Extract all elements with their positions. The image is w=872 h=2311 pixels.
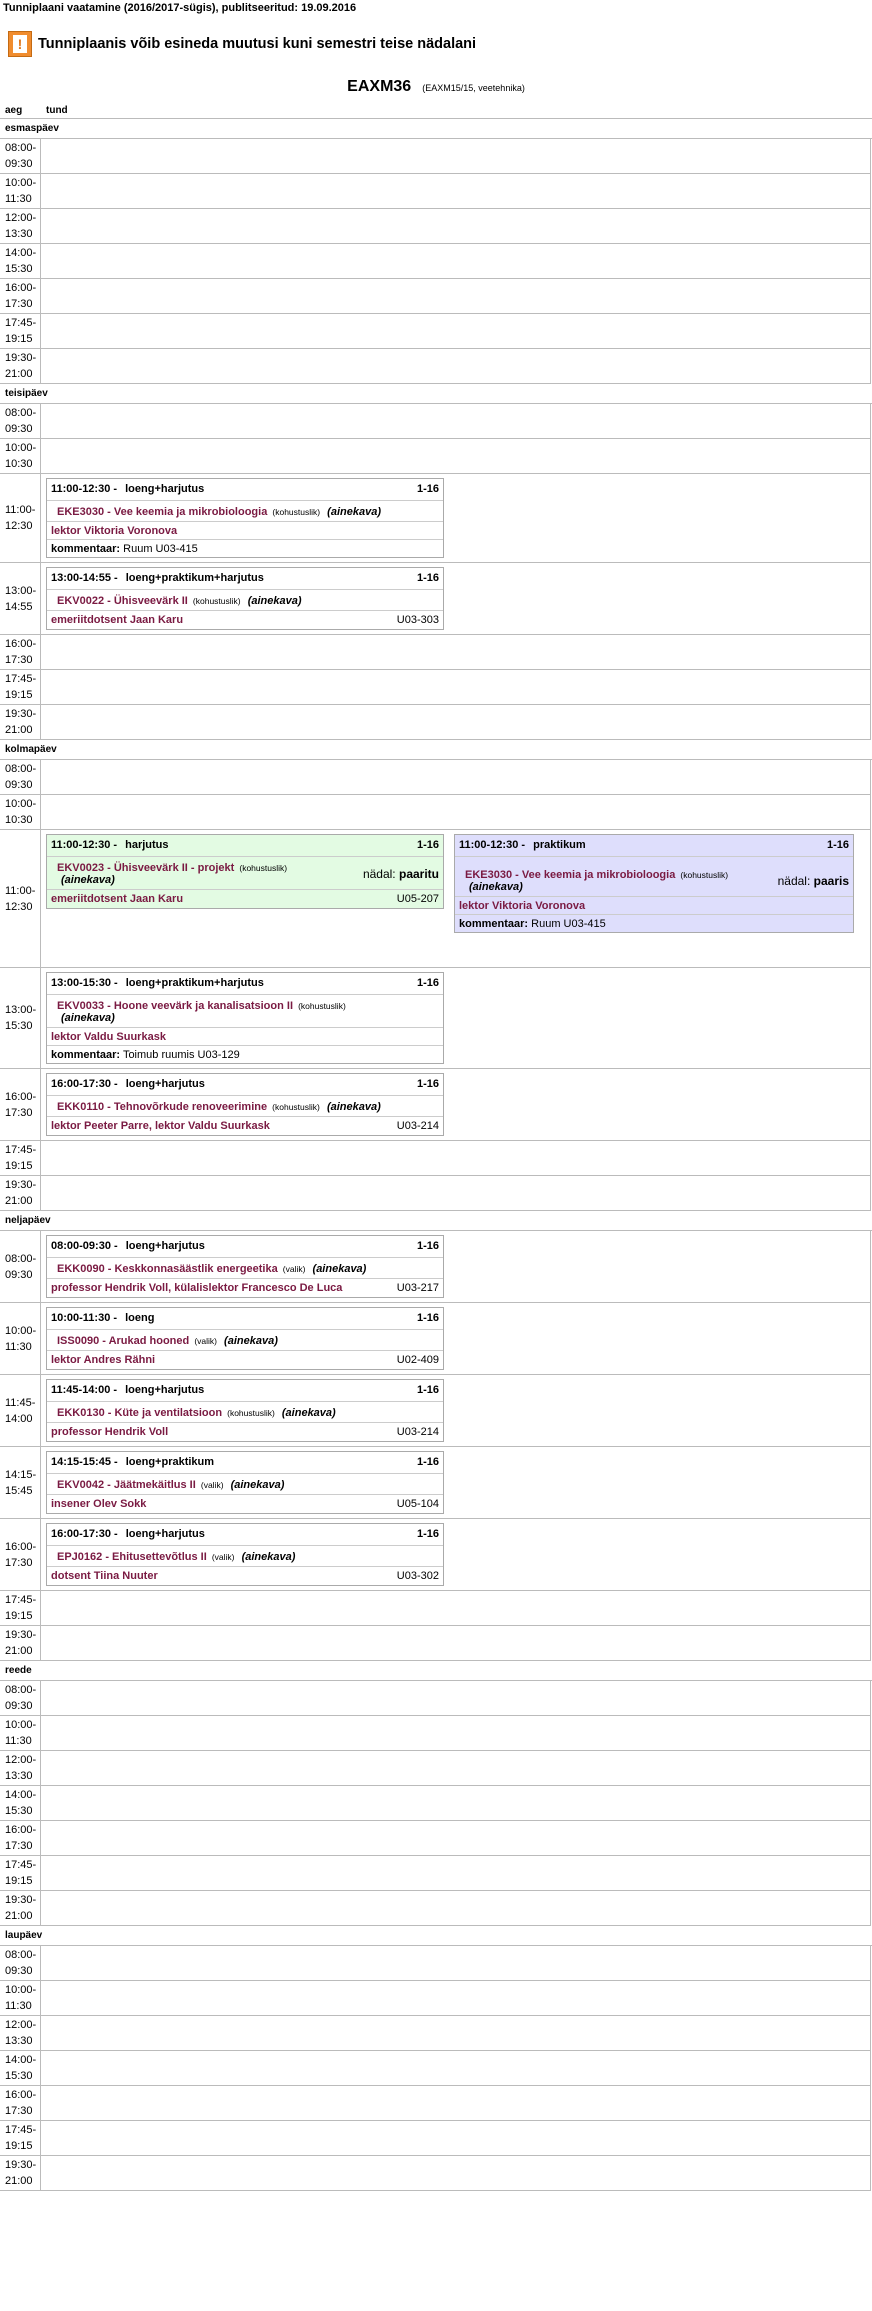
lesson-card	[454, 834, 854, 933]
lesson-card	[46, 1073, 444, 1136]
slot-cell	[41, 635, 871, 669]
lesson-weeks: 1-16	[826, 839, 849, 851]
slot-row	[0, 174, 871, 209]
slot-row	[0, 1751, 871, 1786]
lesson-course: EKK0090 - Keskkonnasäästlik energeetika (valik) (ainekava)	[47, 1258, 443, 1279]
slot-time: 17:45- 19:15	[0, 1591, 41, 1625]
lesson-teacher	[47, 611, 443, 629]
lesson-comment: kommentaar: Ruum U03-415	[459, 918, 606, 930]
slot-row	[0, 1891, 871, 1926]
course-link[interactable]: ISS0090 - Arukad hooned	[57, 1335, 190, 1347]
slot-cell	[41, 968, 871, 1068]
slot-time: 14:15- 15:45	[0, 1447, 41, 1518]
slot-time: 11:45- 14:00	[0, 1375, 41, 1446]
slot-time: 08:00- 09:30	[0, 760, 41, 794]
slot-time: 13:00- 14:55	[0, 563, 41, 634]
slot-time: 10:00- 10:30	[0, 439, 41, 473]
lesson-course: ISS0090 - Arukad hooned (valik) (ainekava)	[47, 1330, 443, 1351]
slot-cell	[41, 1626, 871, 1660]
lesson-course: EKV0023 - Ühisveevärk II - projekt (kohustuslik) (ainekava) nädal: paaritu	[47, 857, 443, 890]
slot-time: 14:00- 15:30	[0, 244, 41, 278]
ainekava-link[interactable]: (ainekava)	[61, 874, 115, 886]
slot-time: 16:00- 17:30	[0, 2086, 41, 2120]
slot-cell	[41, 2121, 871, 2155]
ainekava-link[interactable]: (ainekava)	[312, 1263, 367, 1275]
slot-row	[0, 2121, 871, 2156]
lesson-header: 16:00-17:30 - loeng+harjutus 1-16	[47, 1524, 443, 1546]
lesson-course: EKV0033 - Hoone veevärk ja kanalisatsioon II (kohustuslik) (ainekava)	[47, 995, 443, 1028]
slot-time: 14:00- 15:30	[0, 2051, 41, 2085]
slot-cell	[41, 1303, 871, 1374]
slot-time: 17:45- 19:15	[0, 1856, 41, 1890]
lesson-weeks: 1-16	[416, 839, 439, 851]
slot-row	[0, 1946, 871, 1981]
lesson-header: 11:00-12:30 - loeng+harjutus 1-16	[47, 479, 443, 501]
slot-time: 12:00- 13:30	[0, 2016, 41, 2050]
lesson-header: 10:00-11:30 - loeng 1-16	[47, 1308, 443, 1330]
slot-cell	[41, 279, 871, 313]
lesson-teacher	[47, 1495, 443, 1513]
teacher-link[interactable]: lektor Peeter Parre, lektor Valdu Suurkask	[51, 1120, 270, 1132]
slot-time: 17:45- 19:15	[0, 2121, 41, 2155]
slot-cell	[41, 1375, 871, 1446]
slot-cell	[41, 1981, 871, 2015]
slot-row	[0, 1681, 871, 1716]
lesson-course: EKK0110 - Tehnovõrkude renoveerimine (kohustuslik) (ainekava)	[47, 1096, 443, 1117]
course-link[interactable]: EKE3030 - Vee keemia ja mikrobioloogia	[57, 506, 268, 518]
day-wednesday: kolmapäev	[0, 740, 872, 760]
slot-cell	[41, 1519, 871, 1590]
slot-time: 19:30- 21:00	[0, 705, 41, 739]
slot-cell	[41, 1069, 871, 1140]
slot-row	[0, 139, 871, 174]
slot-row	[0, 279, 871, 314]
slot-row	[0, 2051, 871, 2086]
group-code: EAXM36	[347, 78, 412, 95]
slot-row	[0, 563, 871, 635]
slot-row	[0, 830, 871, 968]
ainekava-link[interactable]: (ainekava)	[326, 1101, 381, 1113]
slot-cell	[41, 670, 871, 704]
slot-time: 10:00- 11:30	[0, 1981, 41, 2015]
room: U03-217	[396, 1282, 439, 1294]
lesson-teacher	[47, 1351, 443, 1369]
slot-cell	[41, 1716, 871, 1750]
slot-time: 08:00- 09:30	[0, 404, 41, 438]
slot-row	[0, 439, 871, 474]
lesson-weeks: 1-16	[416, 977, 439, 989]
slot-time: 11:00- 12:30	[0, 474, 41, 562]
col-lesson: tund	[46, 105, 68, 116]
exclamation-icon: !	[8, 31, 32, 57]
room: U03-214	[396, 1120, 439, 1132]
ainekava-link[interactable]: (ainekava)	[241, 1551, 296, 1563]
lesson-teacher	[47, 1117, 443, 1135]
slot-row	[0, 209, 871, 244]
slot-row	[0, 1856, 871, 1891]
lesson-header: 16:00-17:30 - loeng+harjutus 1-16	[47, 1074, 443, 1096]
slot-row	[0, 1821, 871, 1856]
teacher-link[interactable]: lektor Andres Rähni	[51, 1354, 156, 1366]
slot-row	[0, 314, 871, 349]
slot-time: 19:30- 21:00	[0, 2156, 41, 2190]
room: U05-104	[396, 1498, 439, 1510]
slot-cell	[41, 244, 871, 278]
lesson-weeks: 1-16	[416, 1456, 439, 1468]
slot-row	[0, 1303, 871, 1375]
lesson-card	[46, 972, 444, 1064]
slot-row	[0, 2156, 871, 2191]
lesson-weeks: 1-16	[416, 483, 439, 495]
slot-row	[0, 1141, 871, 1176]
slot-time: 10:00- 10:30	[0, 795, 41, 829]
slot-time: 10:00- 11:30	[0, 174, 41, 208]
lesson-card	[46, 1523, 444, 1586]
slot-cell	[41, 2051, 871, 2085]
slot-cell	[41, 1681, 871, 1715]
ainekava-link[interactable]: (ainekava)	[61, 1012, 115, 1024]
teacher-link[interactable]: professor Hendrik Voll, külalislektor Francesco De Luca	[51, 1282, 343, 1294]
lesson-header: 13:00-15:30 - loeng+praktikum+harjutus 1-16	[47, 973, 443, 995]
slot-cell	[41, 2156, 871, 2190]
course-link[interactable]: EKV0023 - Ühisveevärk II - projekt	[57, 862, 235, 874]
slot-cell	[41, 1447, 871, 1518]
slot-cell	[41, 349, 871, 383]
lesson-teacher	[47, 1423, 443, 1441]
lesson-weeks: 1-16	[416, 572, 439, 584]
lesson-course: EKK0130 - Küte ja ventilatsioon (kohustuslik) (ainekava)	[47, 1402, 443, 1423]
lesson-course: EKE3030 - Vee keemia ja mikrobioloogia (kohustuslik) (ainekava) nädal: paaris	[455, 857, 853, 897]
slot-row	[0, 244, 871, 279]
lesson-header: 11:00-12:30 - praktikum 1-16	[455, 835, 853, 857]
lesson-course: EKV0022 - Ühisveevärk II (kohustuslik) (ainekava)	[47, 590, 443, 611]
slot-time: 11:00- 12:30	[0, 830, 41, 967]
slot-cell	[41, 760, 871, 794]
slot-cell	[41, 404, 871, 438]
teacher-link[interactable]: emeriitdotsent Jaan Karu	[51, 893, 184, 905]
lesson-teacher	[47, 890, 443, 908]
day-friday: reede	[0, 1661, 872, 1681]
slot-time: 12:00- 13:30	[0, 1751, 41, 1785]
room: U03-302	[396, 1570, 439, 1582]
slot-time: 17:45- 19:15	[0, 314, 41, 348]
slot-row	[0, 795, 871, 830]
slot-time: 19:30- 21:00	[0, 1626, 41, 1660]
slot-row	[0, 968, 871, 1069]
slot-time: 08:00- 09:30	[0, 1681, 41, 1715]
col-time: aeg	[5, 105, 23, 116]
slot-row	[0, 2016, 871, 2051]
teacher-link[interactable]: dotsent Tiina Nuuter	[51, 1570, 158, 1582]
lesson-weeks: 1-16	[416, 1384, 439, 1396]
lesson-teacher	[47, 1279, 443, 1297]
slot-time: 16:00- 17:30	[0, 635, 41, 669]
lesson-weeks: 1-16	[416, 1078, 439, 1090]
ainekava-link[interactable]: (ainekava)	[281, 1407, 336, 1419]
slot-row	[0, 670, 871, 705]
course-link[interactable]: EPJ0162 - Ehitusettevõtlus II	[57, 1551, 207, 1563]
slot-row	[0, 1231, 871, 1303]
teacher-link[interactable]: emeriitdotsent Jaan Karu	[51, 614, 184, 626]
slot-time: 17:45- 19:15	[0, 1141, 41, 1175]
slot-time: 16:00- 17:30	[0, 1519, 41, 1590]
lesson-card	[46, 567, 444, 630]
slot-cell	[41, 1786, 871, 1820]
lesson-header: 13:00-14:55 - loeng+praktikum+harjutus 1-16	[47, 568, 443, 590]
lesson-comment: kommentaar: Toimub ruumis U03-129	[51, 1049, 240, 1061]
lesson-weeks: 1-16	[416, 1528, 439, 1540]
ainekava-link[interactable]: (ainekava)	[247, 595, 302, 607]
week-type: nädal: paaris	[777, 874, 849, 888]
lesson-course: EKE3030 - Vee keemia ja mikrobioloogia (kohustuslik) (ainekava)	[47, 501, 443, 522]
column-header	[0, 104, 872, 119]
ainekava-link[interactable]: (ainekava)	[469, 881, 523, 893]
room: U02-409	[396, 1354, 439, 1366]
warning-banner	[8, 28, 872, 60]
slot-time: 16:00- 17:30	[0, 1069, 41, 1140]
room: U03-303	[396, 614, 439, 626]
lesson-comment: kommentaar: Ruum U03-415	[51, 543, 198, 555]
group-title	[0, 78, 872, 98]
slot-row	[0, 474, 871, 563]
slot-row	[0, 1447, 871, 1519]
lesson-header: 11:00-12:30 - harjutus 1-16	[47, 835, 443, 857]
slot-time: 13:00- 15:30	[0, 968, 41, 1068]
teacher-link[interactable]: insener Olev Sokk	[51, 1498, 147, 1510]
slot-cell	[41, 474, 871, 562]
lesson-card	[46, 1451, 444, 1514]
course-link[interactable]: EKK0110 - Tehnovõrkude renoveerimine	[57, 1101, 268, 1113]
room: U05-207	[396, 893, 439, 905]
slot-time: 08:00- 09:30	[0, 1946, 41, 1980]
lesson-card	[46, 478, 444, 558]
slot-row	[0, 1519, 871, 1591]
ainekava-link[interactable]: (ainekava)	[230, 1479, 285, 1491]
slot-cell	[41, 314, 871, 348]
lesson-teacher	[47, 1028, 443, 1046]
lesson-weeks: 1-16	[416, 1240, 439, 1252]
slot-cell	[41, 830, 871, 967]
slot-cell	[41, 439, 871, 473]
day-saturday: laupäev	[0, 1926, 872, 1946]
lesson-course: EKV0042 - Jäätmekäitlus II (valik) (ainekava)	[47, 1474, 443, 1495]
group-subtitle: (EAXM15/15, veetehnika)	[422, 83, 525, 93]
slot-time: 19:30- 21:00	[0, 1891, 41, 1925]
day-tuesday: teisipäev	[0, 384, 872, 404]
slot-row	[0, 1716, 871, 1751]
slot-time: 17:45- 19:15	[0, 670, 41, 704]
slot-cell	[41, 705, 871, 739]
course-link[interactable]: EKE3030 - Vee keemia ja mikrobioloogia	[465, 869, 676, 881]
room: U03-214	[396, 1426, 439, 1438]
slot-row	[0, 2086, 871, 2121]
slot-cell	[41, 1946, 871, 1980]
lesson-card	[46, 1307, 444, 1370]
slot-row	[0, 1591, 871, 1626]
slot-cell	[41, 1751, 871, 1785]
slot-cell	[41, 1141, 871, 1175]
slot-cell	[41, 209, 871, 243]
lesson-card	[46, 1379, 444, 1442]
teacher-link[interactable]: lektor Valdu Suurkask	[51, 1031, 166, 1043]
slot-time: 19:30- 21:00	[0, 349, 41, 383]
slot-cell	[41, 1176, 871, 1210]
day-thursday: neljapäev	[0, 1211, 872, 1231]
slot-row	[0, 1176, 871, 1211]
warning-text: Tunniplaanis võib esineda muutusi kuni semestri teise nädalani	[38, 36, 477, 52]
slot-time: 08:00- 09:30	[0, 139, 41, 173]
slot-time: 19:30- 21:00	[0, 1176, 41, 1210]
slot-cell	[41, 1591, 871, 1625]
lesson-teacher	[455, 897, 853, 915]
course-link[interactable]: EKK0130 - Küte ja ventilatsioon	[57, 1407, 223, 1419]
slot-row	[0, 1069, 871, 1141]
course-link[interactable]: EKK0090 - Keskkonnasäästlik energeetika	[57, 1263, 278, 1275]
lesson-weeks: 1-16	[416, 1312, 439, 1324]
slot-cell	[41, 1821, 871, 1855]
slot-cell	[41, 139, 871, 173]
course-link[interactable]: EKV0042 - Jäätmekäitlus II	[57, 1479, 196, 1491]
lesson-header: 14:15-15:45 - loeng+praktikum 1-16	[47, 1452, 443, 1474]
slot-cell	[41, 795, 871, 829]
page-header: Tunniplaani vaatamine (2016/2017-sügis), publitseeritud: 19.09.2016	[3, 2, 357, 14]
lesson-card	[46, 834, 444, 909]
slot-row	[0, 404, 871, 439]
slot-time: 14:00- 15:30	[0, 1786, 41, 1820]
slot-time: 12:00- 13:30	[0, 209, 41, 243]
slot-cell	[41, 2086, 871, 2120]
teacher-link[interactable]: professor Hendrik Voll	[51, 1426, 169, 1438]
teacher-link[interactable]: lektor Viktoria Voronova	[459, 900, 586, 912]
ainekava-link[interactable]: (ainekava)	[327, 506, 381, 518]
slot-cell	[41, 1891, 871, 1925]
lesson-header: 11:45-14:00 - loeng+harjutus 1-16	[47, 1380, 443, 1402]
teacher-link[interactable]: lektor Viktoria Voronova	[51, 525, 178, 537]
slot-cell	[41, 2016, 871, 2050]
slot-time: 10:00- 11:30	[0, 1716, 41, 1750]
slot-row	[0, 1375, 871, 1447]
slot-row	[0, 1786, 871, 1821]
slot-cell	[41, 563, 871, 634]
slot-row	[0, 1981, 871, 2016]
course-link[interactable]: EKV0022 - Ühisveevärk II	[57, 595, 188, 607]
week-type: nädal: paaritu	[362, 867, 439, 881]
day-monday: esmaspäev	[0, 119, 872, 139]
slot-time: 10:00- 11:30	[0, 1303, 41, 1374]
lesson-card	[46, 1235, 444, 1298]
lesson-course: EPJ0162 - Ehitusettevõtlus II (valik) (ainekava)	[47, 1546, 443, 1567]
ainekava-link[interactable]: (ainekava)	[224, 1335, 278, 1347]
course-link[interactable]: EKV0033 - Hoone veevärk ja kanalisatsioon II	[57, 1000, 293, 1012]
slot-time: 16:00- 17:30	[0, 1821, 41, 1855]
slot-time: 16:00- 17:30	[0, 279, 41, 313]
slot-time: 08:00- 09:30	[0, 1231, 41, 1302]
slot-row	[0, 760, 871, 795]
slot-cell	[41, 1231, 871, 1302]
lesson-teacher	[47, 522, 443, 540]
slot-cell	[41, 174, 871, 208]
slot-row	[0, 705, 871, 740]
slot-row	[0, 1626, 871, 1661]
slot-row	[0, 349, 871, 384]
lesson-teacher	[47, 1567, 443, 1585]
slot-row	[0, 635, 871, 670]
lesson-header: 08:00-09:30 - loeng+harjutus 1-16	[47, 1236, 443, 1258]
slot-cell	[41, 1856, 871, 1890]
